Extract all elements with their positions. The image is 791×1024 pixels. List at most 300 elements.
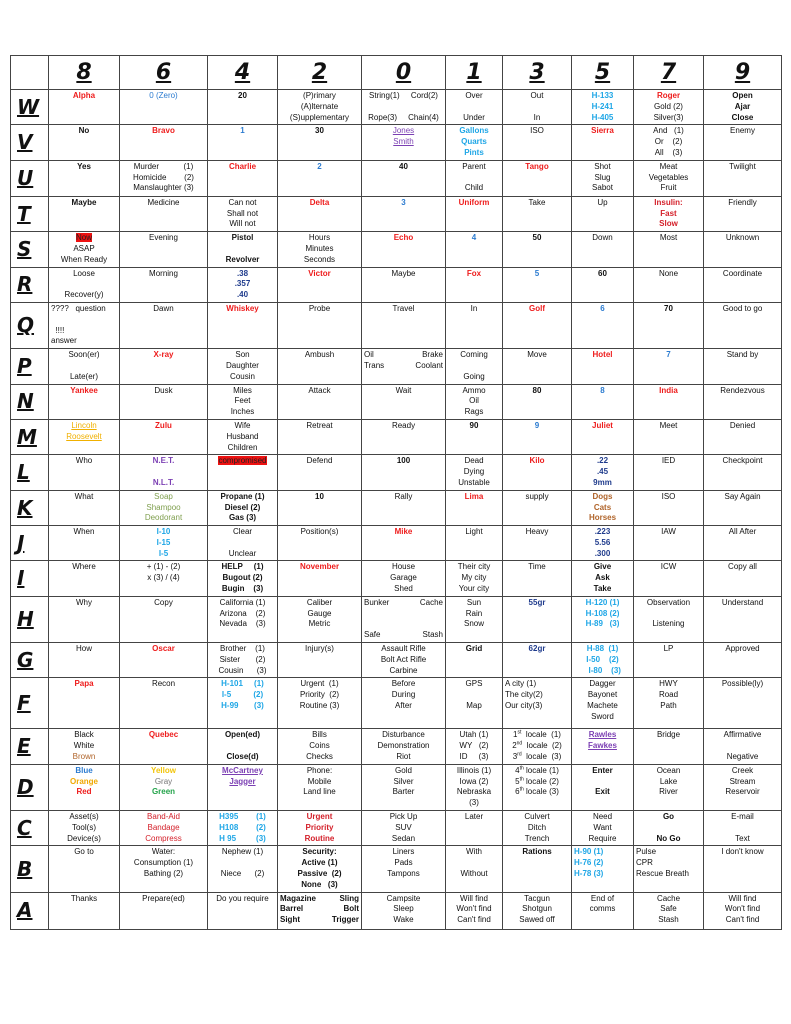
grid-cell [704, 267, 782, 302]
cell-text: Your city [458, 584, 490, 594]
cell-text: Vegetables [648, 172, 689, 182]
grid-cell [634, 232, 704, 267]
grid-cell [503, 160, 572, 196]
row-header: V [11, 125, 49, 160]
column-header-row [11, 56, 782, 90]
cell-text: ICW [660, 562, 677, 572]
cell-text: Coolant [415, 360, 443, 370]
cell-text: During [391, 690, 416, 700]
grid-cell [278, 846, 362, 892]
grid-cell [120, 90, 208, 125]
row-header: J [11, 526, 49, 561]
cell-line-pair [364, 361, 443, 372]
cell-text: Bandage [147, 822, 180, 832]
cell-text: Listening [652, 619, 685, 629]
cell-text: Bills [312, 730, 327, 740]
grid-cell [503, 349, 572, 384]
cell-text: H-78 (3) [574, 869, 604, 879]
grid-cell [49, 267, 120, 302]
grid-cell [446, 232, 503, 267]
cell-text: Cache [656, 893, 681, 903]
grid-cell [208, 490, 278, 525]
cell-text: 4 [471, 233, 477, 243]
cell-text: .40 [236, 290, 249, 300]
grid-cell [208, 561, 278, 596]
cell-text: ID (3) [459, 752, 489, 762]
cell-text: Lincoln [71, 420, 97, 430]
cell-text: Nevada (3) [219, 619, 266, 629]
cell-text: Gauge [307, 608, 332, 618]
grid-cell [446, 302, 503, 348]
cell-text: Gallons [459, 126, 489, 136]
grid-cell [634, 678, 704, 729]
ordinal-suffix: th [519, 786, 524, 793]
grid-cell [362, 419, 446, 454]
cell-text: Routine (3) [299, 701, 340, 711]
cell-text: 6 [600, 303, 605, 313]
cell-text: Fox [466, 268, 482, 278]
grid-cell [503, 643, 572, 678]
cell-text: What [74, 491, 94, 501]
cell-text: All After [728, 527, 757, 537]
grid-cell [362, 302, 446, 348]
grid-cell [634, 596, 704, 642]
grid-cell [503, 526, 572, 561]
cell-text: Tool(s) [71, 822, 96, 832]
cell-text: Trigger [331, 915, 359, 925]
cell-text: 5.56 [594, 537, 611, 547]
cell-text: Roger [656, 91, 681, 100]
cell-text: Sister (2) [219, 654, 266, 664]
grid-cell [49, 729, 120, 764]
cell-text: Oil [469, 396, 479, 406]
grid-cell [49, 811, 120, 846]
cell-text: Path [660, 701, 677, 711]
cell-text: Before [391, 679, 416, 689]
cell-text: All (3) [654, 147, 683, 157]
cell-text: X-ray [153, 350, 174, 360]
ordinal-number: 5 [515, 776, 520, 786]
table-row [11, 419, 782, 454]
cell-text: Going [463, 371, 485, 381]
column-header: 9 [704, 56, 782, 90]
grid-cell [278, 455, 362, 490]
ordinal-number: 1 [513, 730, 518, 740]
cell-text: Out [530, 91, 544, 100]
cell-text: Shall not [226, 208, 259, 218]
cell-text: Ditch [527, 822, 547, 832]
cell-line-pair [280, 904, 359, 915]
ordinal-number: 2 [512, 741, 517, 751]
cell-text: Pick Up [389, 812, 418, 822]
cell-text: Coming [460, 350, 488, 360]
cell-text: Sight [280, 915, 300, 925]
grid-cell [120, 384, 208, 419]
cell-text: ISO [530, 126, 544, 136]
cell-text: I-50 (2) [586, 654, 619, 664]
cell-text: Take [528, 197, 546, 207]
grid-cell [362, 196, 446, 231]
cell-text: Checks [306, 752, 333, 762]
cell-text: locale (1) [523, 765, 559, 775]
grid-cell [446, 349, 503, 384]
cell-text: ISO [661, 491, 676, 501]
cell-text: Fruit [660, 183, 677, 193]
cell-text: Silver(3) [653, 112, 684, 122]
cell-text: Rags [464, 407, 484, 417]
table-row [11, 764, 782, 810]
grid-cell [572, 678, 634, 729]
grid-cell [208, 196, 278, 231]
cell-text: .38 [236, 268, 249, 278]
cell-text: 8 [600, 385, 605, 395]
grid-cell [362, 678, 446, 729]
cell-text: Niece (2) [220, 869, 265, 879]
cell-text: Bunker [364, 597, 390, 607]
grid-cell [704, 892, 782, 929]
grid-cell [208, 764, 278, 810]
grid-cell [362, 526, 446, 561]
cell-text: Road [658, 690, 679, 700]
cell-text: Stash [422, 630, 443, 640]
cell-text: Unclear [228, 548, 257, 558]
cell-text: Feet [234, 396, 251, 406]
cell-text: Will find [728, 893, 757, 903]
grid-cell [278, 678, 362, 729]
grid-cell [446, 811, 503, 846]
grid-cell [446, 125, 503, 160]
cell-text: Victor [308, 268, 331, 278]
cell-text: Homicide (2) [133, 172, 194, 182]
cell-text: Metric [308, 619, 331, 629]
cell-text: Urgent [306, 812, 333, 822]
grid-cell [572, 596, 634, 642]
grid-cell [49, 764, 120, 810]
cell-text: Garage [390, 573, 417, 583]
cell-text: CPR [636, 858, 653, 868]
cell-text: 1 [240, 126, 245, 136]
cell-text: Arizona (2) [219, 608, 266, 618]
cell-text: Asset(s) [69, 812, 99, 822]
grid-cell [446, 764, 503, 810]
cell-text: comms [589, 904, 616, 914]
grid-cell [278, 643, 362, 678]
grid-cell [572, 455, 634, 490]
cell-text: Culvert [524, 812, 550, 822]
cell-text: Will not [229, 219, 256, 229]
cell-line [505, 730, 569, 741]
cell-text: Evening [149, 233, 178, 243]
cell-text: Delta [309, 197, 330, 207]
cell-text: End of [590, 893, 615, 903]
cell-text: Child [464, 183, 484, 193]
ordinal-suffix: th [519, 775, 524, 782]
cell-text: Do you require [216, 893, 269, 903]
cell-text: Under [463, 112, 485, 122]
cell-text: Say Again [724, 491, 761, 501]
cell-text: Rations [522, 847, 552, 857]
ordinal-number: 6 [515, 787, 520, 797]
cell-text: Unknown [725, 233, 760, 243]
grid-cell [120, 561, 208, 596]
cell-text: Meet [659, 420, 678, 430]
cell-text: Bayonet [587, 690, 618, 700]
grid-cell [362, 729, 446, 764]
cell-text: Priority (2) [299, 690, 340, 700]
grid-cell [704, 643, 782, 678]
cell-text: Jagger [229, 776, 256, 786]
cell-text: Soon(er) [68, 350, 100, 360]
grid-cell [446, 90, 503, 125]
cell-text: 50 [532, 233, 542, 243]
grid-cell [278, 349, 362, 384]
row-header: P [11, 349, 49, 384]
grid-cell [278, 811, 362, 846]
cell-text: Over [465, 91, 483, 100]
cell-text: Ocean [656, 765, 681, 775]
ordinal-suffix: nd [516, 740, 523, 747]
cell-text: Maybe [71, 197, 97, 207]
table-row [11, 596, 782, 642]
cell-text: Routine [304, 833, 335, 843]
grid-cell [704, 455, 782, 490]
cell-text: Won't find [456, 904, 492, 914]
cell-text: Stash [658, 915, 679, 925]
grid-cell [704, 811, 782, 846]
grid-cell [208, 892, 278, 929]
cell-line-pair [364, 350, 443, 361]
grid-cell [120, 596, 208, 642]
row-header: R [11, 267, 49, 302]
cell-text: Echo [393, 233, 414, 243]
cell-text: Exit [595, 787, 610, 797]
cell-text: Morning [149, 268, 178, 278]
grid-cell [572, 643, 634, 678]
cell-text: 9mm [593, 477, 612, 487]
grid-cell [572, 764, 634, 810]
grid-cell [704, 526, 782, 561]
table-row [11, 196, 782, 231]
cell-text: Dying [463, 467, 485, 477]
cell-text: Shed [394, 584, 413, 594]
row-header: C [11, 811, 49, 846]
cell-text: Uniform [458, 197, 490, 207]
cell-text: Phone: [306, 765, 333, 775]
cell-text: No Go [656, 833, 681, 843]
cell-text: Barter [392, 787, 415, 797]
grid-cell [572, 846, 634, 892]
cell-text: Go to [74, 847, 94, 857]
grid-body [11, 90, 782, 930]
grid-cell [572, 490, 634, 525]
cell-text: H-133 [591, 91, 614, 100]
cell-text: Golf [529, 303, 545, 313]
cell-text: !!!! [51, 325, 65, 335]
cell-text: Can't find [725, 915, 760, 925]
grid-cell [446, 160, 503, 196]
cell-text: Meat [659, 161, 678, 171]
grid-cell [49, 490, 120, 525]
grid-cell [120, 455, 208, 490]
grid-cell [120, 729, 208, 764]
cell-text: Can not [228, 197, 257, 207]
cell-text: IAW [661, 527, 676, 537]
cell-text: Juliet [592, 420, 613, 430]
cell-text: Orange [69, 776, 98, 786]
grid-cell [362, 267, 446, 302]
cell-text: Unstable [458, 477, 490, 487]
cell-text: Need [592, 812, 613, 822]
cell-text: H-90 (1) [574, 847, 604, 857]
row-header: H [11, 596, 49, 642]
grid-cell [572, 125, 634, 160]
cell-text: 70 [664, 303, 673, 313]
cell-text: Pints [464, 147, 484, 157]
cell-text: E-mail [731, 812, 754, 822]
cell-text: Snow [463, 619, 484, 629]
grid-cell [503, 764, 572, 810]
cell-text: LP [663, 644, 674, 654]
grid-cell [362, 490, 446, 525]
cell-text: Won't find [724, 904, 761, 914]
cell-text: Cousin (3) [218, 665, 267, 675]
cell-text: Recover(y) [64, 290, 104, 300]
grid-cell [362, 90, 446, 125]
cell-text: H-120 (1) [585, 597, 620, 607]
grid-cell [634, 892, 704, 929]
grid-cell [634, 125, 704, 160]
grid-cell [572, 160, 634, 196]
cell-text: In [470, 303, 478, 313]
table-row [11, 302, 782, 348]
cell-line-pair [364, 598, 443, 609]
grid-cell [446, 596, 503, 642]
cell-text: Carbine [389, 665, 418, 675]
cell-text: Most [659, 233, 678, 243]
cell-text: Rally [394, 491, 413, 501]
cell-text: My city [461, 573, 487, 583]
grid-cell [362, 160, 446, 196]
cell-text: Band-Aid [147, 812, 180, 822]
cell-text: Close [731, 112, 754, 122]
cell-text: Dagger [589, 679, 616, 689]
row-header: A [11, 892, 49, 929]
cell-text: Tango [525, 161, 549, 171]
cell-text: Mobile [307, 776, 332, 786]
grid-cell [362, 643, 446, 678]
cell-text: Riot [396, 752, 411, 762]
cell-text: Why [76, 597, 92, 607]
grid-cell [572, 419, 634, 454]
cell-text: Enter [592, 765, 613, 775]
grid-cell [446, 729, 503, 764]
grid-cell [120, 678, 208, 729]
cell-text: Late(er) [69, 371, 98, 381]
cell-text: I-5 [158, 548, 169, 558]
cell-text: Son [235, 350, 250, 360]
grid-cell [446, 846, 503, 892]
grid-cell [446, 526, 503, 561]
grid-cell [120, 892, 208, 929]
row-header: I [11, 561, 49, 596]
cell-text: Rawles [588, 730, 617, 740]
cell-text: (A)lternate [300, 101, 339, 111]
table-row [11, 349, 782, 384]
cell-text: Position(s) [300, 527, 339, 537]
cell-text: Zulu [155, 420, 172, 430]
cell-text: Brown [72, 752, 96, 762]
row-header: Q [11, 302, 49, 348]
cell-text: Inches [230, 407, 255, 417]
cell-text: When [73, 527, 95, 537]
cell-text: House [391, 562, 416, 572]
cell-line [505, 752, 569, 763]
grid-cell [278, 419, 362, 454]
cell-text: Open [732, 91, 753, 100]
cell-text: Murder (1) [133, 161, 194, 171]
grid-cell [49, 561, 120, 596]
cell-text: 60 [598, 268, 607, 278]
grid-cell [704, 232, 782, 267]
cell-text: Stream [729, 776, 756, 786]
grid-cell [208, 678, 278, 729]
grid-cell [362, 892, 446, 929]
cell-text: 9 [534, 420, 540, 430]
cell-text: Friendly [728, 197, 757, 207]
cell-text: When Ready [60, 254, 108, 264]
cell-text: Light [465, 527, 483, 537]
grid-cell [704, 349, 782, 384]
grid-cell [634, 302, 704, 348]
cell-text: Whiskey [226, 303, 259, 313]
grid-cell [704, 729, 782, 764]
cell-text: Cache [419, 597, 443, 607]
cell-text: H-89 (3) [585, 619, 620, 629]
grid-cell [704, 764, 782, 810]
cell-text: Quebec [148, 730, 179, 740]
grid-cell [362, 349, 446, 384]
cell-text: Reservoir [725, 787, 760, 797]
grid-cell [704, 196, 782, 231]
cell-text: N.L.T. [152, 477, 175, 487]
cell-text: Heavy [525, 527, 549, 537]
cell-text: Disturbance [382, 730, 425, 740]
grid-cell [49, 596, 120, 642]
cell-text: Consumption (1) [133, 858, 194, 868]
cell-text: Sling [339, 893, 359, 903]
cell-text: Children [227, 442, 258, 452]
table-row [11, 846, 782, 892]
cell-text: Wait [395, 385, 412, 395]
column-header: 3 [503, 56, 572, 90]
cell-text: Smith [393, 137, 414, 147]
cell-text: Nebraska [456, 787, 492, 797]
row-header: E [11, 729, 49, 764]
cell-text: Oil [364, 350, 374, 360]
cell-text: After [395, 701, 412, 711]
cell-text: Dusk [154, 385, 173, 395]
row-header: G [11, 643, 49, 678]
cell-text: H-405 [591, 112, 614, 122]
grid-cell [120, 125, 208, 160]
column-header: 4 [208, 56, 278, 90]
grid-cell [49, 196, 120, 231]
cell-text: 40 [399, 161, 408, 171]
grid-cell [503, 384, 572, 419]
cell-text: Enemy [730, 126, 755, 136]
grid-cell [278, 160, 362, 196]
cell-text: California (1) [219, 597, 266, 607]
